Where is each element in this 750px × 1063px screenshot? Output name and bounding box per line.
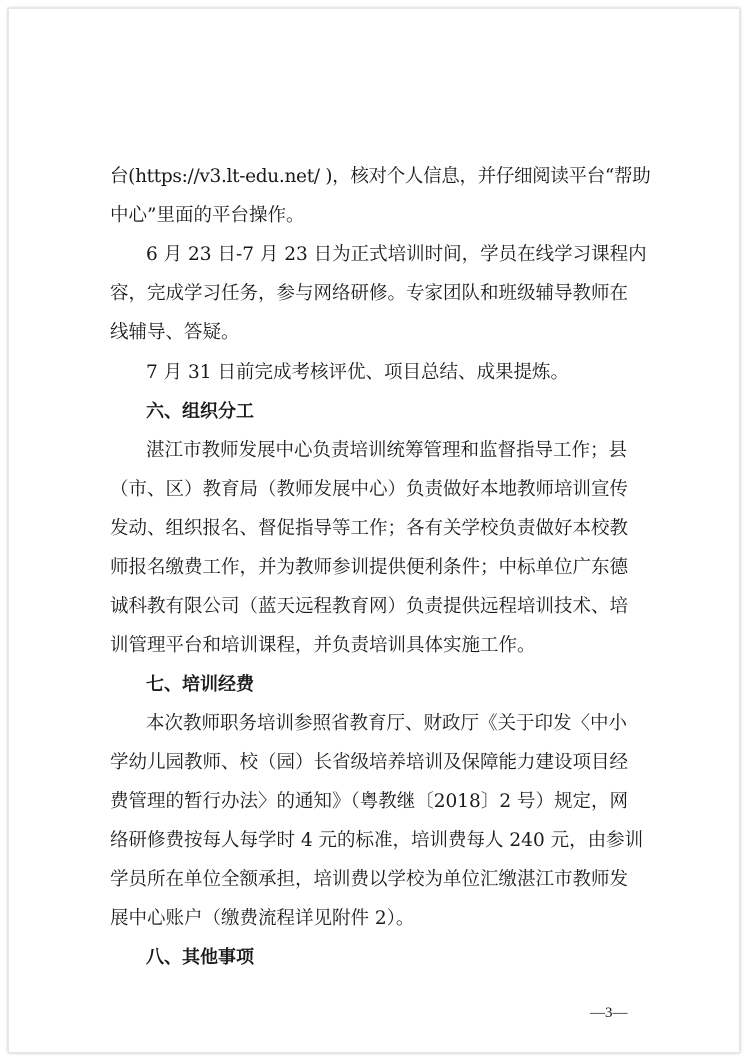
paragraph-line: 师报名缴费工作，并为教师参训提供便利条件；中标单位广东德 <box>110 557 629 578</box>
paragraph-line: 容，完成学习任务，参与网络研修。专家团队和班级辅导教师在 <box>110 283 629 304</box>
paragraph-line: 诚科教有限公司（蓝天远程教育网）负责提供远程培训技术、培 <box>110 596 629 617</box>
paragraph-line: 线辅导、答疑。 <box>110 322 240 343</box>
paragraph-line: 费管理的暂行办法〉的通知》（粤教继〔2018〕2 号）规定，网 <box>110 791 628 812</box>
paragraph-line: 学员所在单位全额承担，培训费以学校为单位汇缴湛江市教师发 <box>110 869 629 890</box>
section-heading: 八、其他事项 <box>146 947 254 968</box>
paragraph-line: 7 月 31 日前完成考核评优、项目总结、成果提炼。 <box>146 362 569 383</box>
paragraph-line: （市、区）教育局（教师发展中心）负责做好本地教师培训宣传 <box>110 479 629 500</box>
page-number: —3— <box>590 1005 628 1021</box>
paragraph-line: 训管理平台和培训课程，并负责培训具体实施工作。 <box>110 635 536 656</box>
paragraph-line: 学幼儿园教师、校（园）长省级培养培训及保障能力建设项目经 <box>110 752 629 773</box>
paragraph-line: 展中心账户（缴费流程详见附件 2）。 <box>110 908 415 929</box>
section-heading: 七、培训经费 <box>146 674 254 695</box>
section-heading: 六、组织分工 <box>146 401 254 422</box>
paragraph-line: 6 月 23 日-7 月 23 日为正式培训时间，学员在线学习课程内 <box>146 244 647 265</box>
paragraph-line: 台(https://v3.lt-edu.net/ )，核对个人信息，并仔细阅读平台“帮助 <box>110 166 651 187</box>
paragraph-line: 本次教师职务培训参照省教育厅、财政厅《关于印发〈中小 <box>146 713 628 734</box>
paragraph-line: 中心”里面的平台操作。 <box>110 205 305 226</box>
paragraph-line: 发动、组织报名、督促指导等工作；各有关学校负责做好本校教 <box>110 518 629 539</box>
paragraph-line: 络研修费按每人每学时 4 元的标准，培训费每人 240 元，由参训 <box>110 830 644 851</box>
paragraph-line: 湛江市教师发展中心负责培训统筹管理和监督指导工作；县 <box>146 440 628 461</box>
